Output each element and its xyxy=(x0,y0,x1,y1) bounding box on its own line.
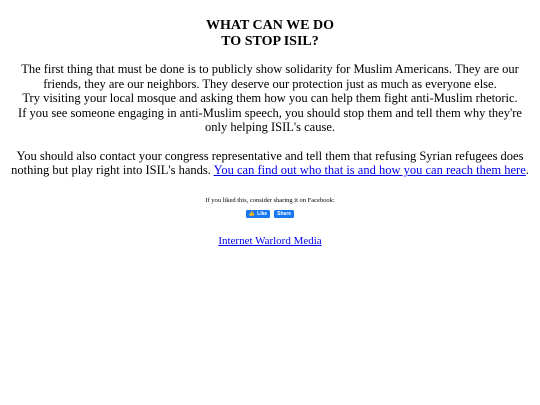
find-representative-link[interactable]: You can find out who that is and how you can reach them here xyxy=(213,163,526,177)
solidarity-paragraph xyxy=(5,62,535,135)
title-line-1: WHAT CAN WE DO xyxy=(206,18,334,33)
page-title xyxy=(0,18,540,50)
facebook-buttons xyxy=(0,210,540,219)
like-label: Like xyxy=(257,210,268,217)
congress-paragraph xyxy=(5,149,535,178)
title-line-2: TO STOP ISIL? xyxy=(221,34,319,49)
paragraph-line: only helping ISIL's cause. xyxy=(204,120,335,134)
period: . xyxy=(525,163,529,177)
congress-text: You should also contact your congress representative and tell them that refusing Syrian refugees does nothing but play right into ISIL's hands. xyxy=(11,148,524,177)
paragraph-line: The first thing that must be done is to publicly show solidarity for Muslim Americans. They are our xyxy=(21,62,519,76)
share-label: Share xyxy=(277,210,292,217)
facebook-like-button[interactable] xyxy=(246,210,270,218)
share-note: If you liked this, consider sharing it on Facebook: xyxy=(205,196,335,204)
paragraph-line: If you see someone engaging in anti-Muslim speech, you should stop them and tell them why they're xyxy=(18,105,522,120)
paragraph-line: friends, they are our neighbors. They deserve our protection just as much as everyone else. xyxy=(43,76,497,91)
facebook-share-button[interactable] xyxy=(274,210,294,218)
paragraph-line: Try visiting your local mosque and asking them how you can help them fight anti-Muslim rhetoric. xyxy=(22,91,518,105)
internet-warlord-media-link[interactable]: Internet Warlord Media xyxy=(218,234,322,247)
thumbs-up-icon: 👍 xyxy=(248,210,256,217)
